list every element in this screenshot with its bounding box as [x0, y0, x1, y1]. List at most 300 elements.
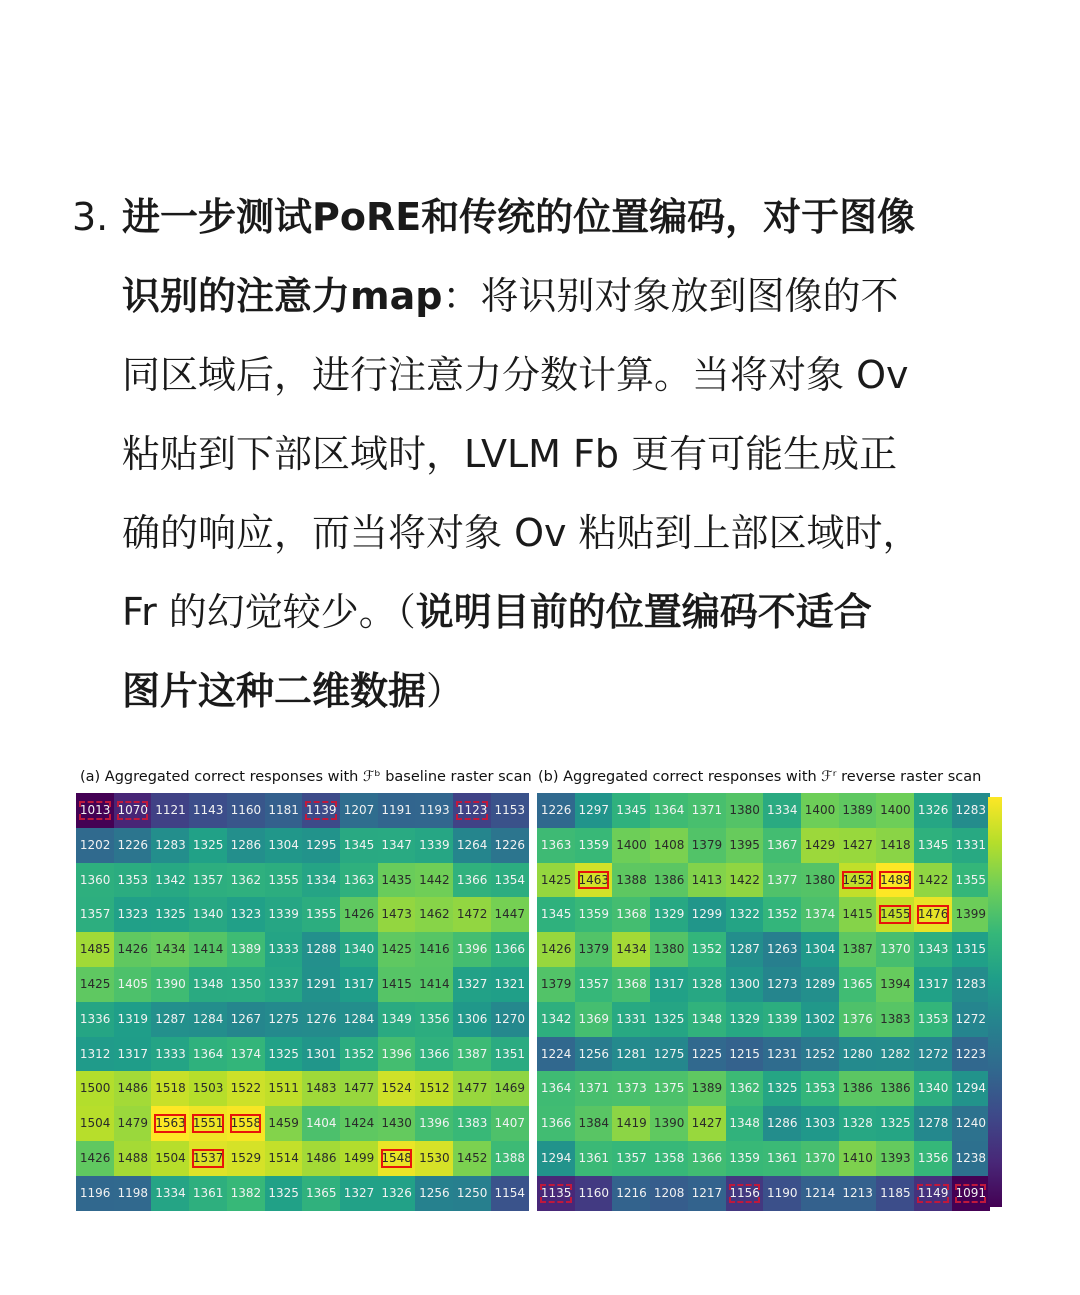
heatmap-cell: 1304: [801, 932, 839, 967]
caption-a: (a) Aggregated correct responses with ℱᵇ baseline raster scan: [80, 769, 532, 785]
heatmap-cell: 1304: [265, 828, 303, 863]
heatmap-cell: 1379: [688, 828, 726, 863]
heatmap-cell: 1452: [453, 1141, 491, 1176]
heatmap-cell: 1350: [227, 967, 265, 1002]
heatmap-cell: 1217: [688, 1176, 726, 1211]
heatmap-cell: 1349: [378, 1002, 416, 1037]
heatmap-cell: 1415: [839, 897, 877, 932]
heatmap-cell: 1512: [415, 1071, 453, 1106]
heatmap-cell: 1337: [265, 967, 303, 1002]
heatmap-cell: 1414: [189, 932, 227, 967]
heatmap-cell: 1191: [378, 793, 416, 828]
heatmap-cell: 1272: [952, 1002, 990, 1037]
heatmap-cell: 1153: [491, 793, 529, 828]
heatmap-cell: 1334: [151, 1176, 189, 1211]
heatmap-cell: 1548: [378, 1141, 416, 1176]
heatmap-cell: 1500: [76, 1071, 114, 1106]
heatmap-cell: 1363: [537, 828, 575, 863]
heatmap-cell: 1524: [378, 1071, 416, 1106]
heatmap-cell: 1425: [378, 932, 416, 967]
heatmap-cell: 1373: [612, 1071, 650, 1106]
heatmap-cell: 1489: [876, 863, 914, 898]
heatmap-cell: 1504: [151, 1141, 189, 1176]
heatmap-cell: 1430: [378, 1106, 416, 1141]
heatmap-cell: 1393: [876, 1141, 914, 1176]
caption-b: (b) Aggregated correct responses with ℱʳ reverse raster scan: [538, 769, 982, 785]
heatmap-cell: 1361: [189, 1176, 227, 1211]
heatmap-cell: 1329: [650, 897, 688, 932]
heatmap-cell: 1388: [491, 1141, 529, 1176]
heatmap-cell: 1361: [763, 1141, 801, 1176]
heatmap-cell: 1529: [227, 1141, 265, 1176]
heatmap-cell: 1278: [914, 1106, 952, 1141]
heatmap-cell: 1486: [302, 1141, 340, 1176]
heatmap-cell: 1343: [914, 932, 952, 967]
heatmap-cell: 1295: [302, 828, 340, 863]
heatmap-cell: 1380: [726, 793, 764, 828]
heatmap-cell: 1477: [453, 1071, 491, 1106]
heatmap-panel-a: [76, 793, 531, 1211]
heatmap-cell: 1322: [726, 897, 764, 932]
heatmap-cell: 1357: [76, 897, 114, 932]
heatmap-cell: 1359: [575, 897, 613, 932]
heatmap-cell: 1355: [952, 863, 990, 898]
heatmap-cell: 1225: [688, 1037, 726, 1072]
heatmap-cell: 1240: [952, 1106, 990, 1141]
heatmap-cell: 1395: [726, 828, 764, 863]
heatmap-cell: 1361: [575, 1141, 613, 1176]
heatmap-cell: 1315: [952, 932, 990, 967]
heatmap-cell: 1434: [151, 932, 189, 967]
heatmap-cell: 1283: [151, 828, 189, 863]
heatmap-cell: 1208: [650, 1176, 688, 1211]
heatmap-cell: 1426: [114, 932, 152, 967]
paragraph-line: [122, 336, 1012, 415]
heatmap-cell: 1499: [340, 1141, 378, 1176]
bold-text: 识别的注意力map: [122, 274, 443, 318]
heatmap-cell: 1352: [340, 1037, 378, 1072]
heatmap-cell: 1328: [839, 1106, 877, 1141]
heatmap-cell: 1396: [415, 1106, 453, 1141]
heatmap-cell: 1363: [340, 863, 378, 898]
heatmap-cell: 1321: [491, 967, 529, 1002]
heatmap-cell: 1389: [688, 1071, 726, 1106]
heatmap-cell: 1362: [227, 863, 265, 898]
heatmap-cell: 1275: [265, 1002, 303, 1037]
heatmap-cell: 1367: [763, 828, 801, 863]
heatmap-cell: 1386: [876, 1071, 914, 1106]
heatmap-cell: 1339: [415, 828, 453, 863]
heatmap-cell: 1238: [952, 1141, 990, 1176]
heatmap-cell: 1364: [650, 793, 688, 828]
heatmap-cell: 1345: [914, 828, 952, 863]
heatmap-cell: 1371: [688, 793, 726, 828]
heatmap-cell: 1366: [491, 932, 529, 967]
heatmap-cell: 1463: [575, 863, 613, 898]
bold-text: 说明目前的位置编码不适合: [415, 590, 872, 634]
heatmap-cell: 1193: [415, 793, 453, 828]
heatmap-cell: 1386: [650, 863, 688, 898]
heatmap-cell: 1442: [415, 863, 453, 898]
heatmap-cell: 1223: [952, 1037, 990, 1072]
heatmap-cell: 1306: [453, 1002, 491, 1037]
heatmap-cell: 1340: [340, 932, 378, 967]
heatmap-cell: 1091: [952, 1176, 990, 1211]
heatmap-cell: 1558: [227, 1106, 265, 1141]
heatmap-cell: 1143: [189, 793, 227, 828]
text-run: Fr 的幻觉较少。（: [122, 590, 416, 634]
heatmap-cell: 1462: [415, 897, 453, 932]
heatmap-cell: 1226: [491, 828, 529, 863]
text-run: ）: [426, 669, 465, 713]
heatmap-cell: 1522: [227, 1071, 265, 1106]
heatmap-cell: 1282: [876, 1037, 914, 1072]
heatmap-cell: 1198: [114, 1176, 152, 1211]
heatmap-cell: 1156: [726, 1176, 764, 1211]
heatmap-cell: 1280: [839, 1037, 877, 1072]
heatmap-cell: 1418: [876, 828, 914, 863]
heatmap-cell: 1357: [612, 1141, 650, 1176]
heatmap-cell: 1325: [876, 1106, 914, 1141]
paragraph-lines: [122, 178, 1012, 731]
paragraph-line: [122, 257, 1012, 336]
list-number: 3.: [72, 195, 109, 239]
heatmap-cell: 1291: [302, 967, 340, 1002]
heatmap-cell: 1357: [575, 967, 613, 1002]
heatmap-cell: 1404: [302, 1106, 340, 1141]
heatmap-cell: 1380: [650, 932, 688, 967]
heatmap-cell: 1380: [801, 863, 839, 898]
heatmap-cell: 1427: [839, 828, 877, 863]
heatmap-cell: 1303: [801, 1106, 839, 1141]
bold-text: 图片这种二维数据: [122, 669, 427, 713]
heatmap-cell: 1317: [914, 967, 952, 1002]
heatmap-cell: 1348: [726, 1106, 764, 1141]
heatmap-cell: 1013: [76, 793, 114, 828]
heatmap-cell: 1275: [650, 1037, 688, 1072]
heatmap-cell: 1226: [114, 828, 152, 863]
heatmap-cell: 1345: [340, 828, 378, 863]
heatmap-cell: 1340: [914, 1071, 952, 1106]
heatmap-cell: 1348: [189, 967, 227, 1002]
heatmap-cell: 1226: [537, 793, 575, 828]
heatmap-cell: 1452: [839, 863, 877, 898]
heatmap-cell: 1358: [650, 1141, 688, 1176]
heatmap-cell: 1250: [453, 1176, 491, 1211]
heatmap-cell: 1479: [114, 1106, 152, 1141]
bold-text: 进一步测试PoRE和传统的位置编码，对于图像: [122, 195, 916, 239]
heatmap-cell: 1394: [876, 967, 914, 1002]
heatmap-cell: 1473: [378, 897, 416, 932]
heatmap-cell: 1472: [453, 897, 491, 932]
heatmap-cell: 1563: [151, 1106, 189, 1141]
colorbar: [988, 797, 1002, 1207]
heatmap-cell: 1368: [612, 897, 650, 932]
heatmap-cell: 1469: [491, 1071, 529, 1106]
heatmap-cell: 1154: [491, 1176, 529, 1211]
heatmap-cell: 1375: [650, 1071, 688, 1106]
heatmap-cell: 1386: [839, 1071, 877, 1106]
heatmap-cell: 1070: [114, 793, 152, 828]
text-run: 确的响应，而当将对象 Ov 粘贴到上部区域时，: [122, 511, 921, 555]
heatmap-cell: 1366: [453, 863, 491, 898]
heatmap-cell: 1302: [801, 1002, 839, 1037]
heatmap-cell: 1379: [575, 932, 613, 967]
heatmap-cell: 1387: [839, 932, 877, 967]
heatmap-cell: 1514: [265, 1141, 303, 1176]
text-run: 粘贴到下部区域时，LVLM Fb 更有可能生成正: [122, 432, 898, 476]
heatmap-cell: 1422: [726, 863, 764, 898]
heatmap-cell: 1325: [265, 1037, 303, 1072]
heatmap-cell: 1190: [763, 1176, 801, 1211]
heatmap-cell: 1408: [650, 828, 688, 863]
heatmap-cell: 1390: [650, 1106, 688, 1141]
heatmap-cell: 1325: [265, 1176, 303, 1211]
heatmap-cell: 1347: [378, 828, 416, 863]
heatmap-cell: 1213: [839, 1176, 877, 1211]
heatmap-cell: 1202: [76, 828, 114, 863]
heatmap-cell: 1483: [302, 1071, 340, 1106]
heatmap-cell: 1300: [726, 967, 764, 1002]
heatmap-cell: 1477: [340, 1071, 378, 1106]
heatmap-cell: 1390: [151, 967, 189, 1002]
heatmap-cell: 1396: [378, 1037, 416, 1072]
heatmap-cell: 1422: [914, 863, 952, 898]
heatmap-cell: 1252: [801, 1037, 839, 1072]
heatmap-cell: 1360: [76, 863, 114, 898]
heatmap-cell: 1325: [763, 1071, 801, 1106]
heatmap-cell: 1426: [340, 897, 378, 932]
heatmap-cell: 1414: [415, 967, 453, 1002]
heatmap-cell: 1503: [189, 1071, 227, 1106]
heatmap-cell: 1425: [537, 863, 575, 898]
heatmap-cell: 1400: [612, 828, 650, 863]
heatmap-cell: 1355: [265, 863, 303, 898]
heatmap-cell: 1214: [801, 1176, 839, 1211]
heatmap-cell: 1334: [302, 863, 340, 898]
heatmap-cell: 1370: [876, 932, 914, 967]
heatmap-cell: 1121: [151, 793, 189, 828]
heatmap-cell: 1447: [491, 897, 529, 932]
heatmap-cell: 1331: [952, 828, 990, 863]
heatmap-cell: 1329: [726, 1002, 764, 1037]
paragraph-line: [122, 178, 1012, 257]
heatmap-cell: 1389: [839, 793, 877, 828]
heatmap-cell: 1323: [114, 897, 152, 932]
heatmap-cell: 1270: [491, 1002, 529, 1037]
heatmap-cell: 1383: [453, 1106, 491, 1141]
heatmap-cell: 1530: [415, 1141, 453, 1176]
heatmap-cell: 1287: [726, 932, 764, 967]
heatmap-cell: 1427: [688, 1106, 726, 1141]
heatmap-cell: 1352: [763, 897, 801, 932]
heatmap-cell: 1299: [688, 897, 726, 932]
heatmap-cell: 1384: [575, 1106, 613, 1141]
paragraph-line: [122, 494, 1012, 573]
heatmap-cell: 1331: [612, 1002, 650, 1037]
heatmap-cell: 1325: [151, 897, 189, 932]
heatmap-cell: 1327: [453, 967, 491, 1002]
heatmap-cell: 1426: [537, 932, 575, 967]
heatmap-cell: 1353: [914, 1002, 952, 1037]
heatmap-cell: 1353: [114, 863, 152, 898]
heatmap-cell: 1407: [491, 1106, 529, 1141]
heatmap-cell: 1297: [575, 793, 613, 828]
heatmap-cell: 1283: [952, 967, 990, 1002]
heatmap-cell: 1287: [151, 1002, 189, 1037]
heatmap-cell: 1317: [340, 967, 378, 1002]
heatmap-cell: 1276: [302, 1002, 340, 1037]
heatmap-cell: 1355: [302, 897, 340, 932]
heatmap-cell: 1267: [227, 1002, 265, 1037]
heatmap-cell: 1264: [453, 828, 491, 863]
heatmap-cell: 1365: [839, 967, 877, 1002]
heatmap-cell: 1413: [688, 863, 726, 898]
heatmap-cell: 1333: [151, 1037, 189, 1072]
heatmap-cell: 1488: [114, 1141, 152, 1176]
heatmap-cell: 1371: [575, 1071, 613, 1106]
heatmap-cell: 1348: [688, 1002, 726, 1037]
paragraph-line: [122, 652, 1012, 731]
heatmap-cell: 1196: [76, 1176, 114, 1211]
heatmap-cell: 1340: [189, 897, 227, 932]
heatmap-cell: 1334: [763, 793, 801, 828]
heatmap-cell: 1425: [76, 967, 114, 1002]
heatmap-cell: 1366: [688, 1141, 726, 1176]
heatmap-cell: 1149: [914, 1176, 952, 1211]
heatmap-cell: 1359: [575, 828, 613, 863]
heatmap-cell: 1359: [726, 1141, 764, 1176]
heatmap-cell: 1352: [688, 932, 726, 967]
heatmap-cell: 1256: [415, 1176, 453, 1211]
heatmap-cell: 1326: [378, 1176, 416, 1211]
heatmap-cell: 1518: [151, 1071, 189, 1106]
heatmap-cell: 1370: [801, 1141, 839, 1176]
heatmap-cell: 1185: [876, 1176, 914, 1211]
heatmap-cell: 1387: [453, 1037, 491, 1072]
heatmap-cell: 1356: [914, 1141, 952, 1176]
heatmap-figure: [68, 763, 1013, 1211]
heatmap-cell: 1357: [189, 863, 227, 898]
heatmap-cell: 1365: [302, 1176, 340, 1211]
heatmap-cell: 1476: [914, 897, 952, 932]
heatmap-cell: 1326: [914, 793, 952, 828]
text-run: 同区域后，进行注意力分数计算。当将对象 Ov: [122, 353, 909, 397]
heatmap-cell: 1434: [612, 932, 650, 967]
heatmap-cell: 1325: [650, 1002, 688, 1037]
heatmap-cell: 1284: [340, 1002, 378, 1037]
heatmap-cell: 1263: [763, 932, 801, 967]
heatmap-cell: 1281: [612, 1037, 650, 1072]
heatmap-cell: 1383: [876, 1002, 914, 1037]
heatmap-cell: 1301: [302, 1037, 340, 1072]
heatmap-cell: 1551: [189, 1106, 227, 1141]
text-run: ：将识别对象放到图像的不: [442, 274, 899, 318]
heatmap-cell: 1354: [491, 863, 529, 898]
heatmap-cell: 1323: [227, 897, 265, 932]
heatmap-cell: 1382: [227, 1176, 265, 1211]
heatmap-cell: 1339: [265, 897, 303, 932]
heatmap-cell: 1284: [189, 1002, 227, 1037]
heatmap-cell: 1231: [763, 1037, 801, 1072]
heatmap-cell: 1364: [189, 1037, 227, 1072]
heatmap-cell: 1485: [76, 932, 114, 967]
heatmap-cell: 1424: [340, 1106, 378, 1141]
heatmap-cell: 1511: [265, 1071, 303, 1106]
heatmap-cell: 1416: [415, 932, 453, 967]
heatmap-cell: 1342: [151, 863, 189, 898]
heatmap-cell: 1294: [537, 1141, 575, 1176]
heatmap-cell: 1328: [688, 967, 726, 1002]
heatmap-cell: 1123: [453, 793, 491, 828]
heatmap-cell: 1345: [537, 897, 575, 932]
heatmap-cell: 1455: [876, 897, 914, 932]
heatmap-cell: 1399: [952, 897, 990, 932]
heatmap-cell: 1288: [302, 932, 340, 967]
heatmap-cell: 1537: [189, 1141, 227, 1176]
heatmap-cell: 1216: [612, 1176, 650, 1211]
heatmap-cell: 1139: [302, 793, 340, 828]
heatmap-cell: 1364: [537, 1071, 575, 1106]
heatmap-cell: 1369: [575, 1002, 613, 1037]
heatmap-cell: 1356: [415, 1002, 453, 1037]
heatmap-cell: 1256: [575, 1037, 613, 1072]
heatmap-cell: 1389: [227, 932, 265, 967]
heatmap-cell: 1379: [537, 967, 575, 1002]
paragraph-line: [122, 415, 1012, 494]
heatmap-cell: 1459: [265, 1106, 303, 1141]
heatmap-cell: 1435: [378, 863, 416, 898]
heatmap-cell: 1410: [839, 1141, 877, 1176]
heatmap-cell: 1286: [227, 828, 265, 863]
heatmap-cell: 1366: [537, 1106, 575, 1141]
heatmap-cell: 1368: [612, 967, 650, 1002]
heatmap-cell: 1396: [453, 932, 491, 967]
heatmap-cell: 1366: [415, 1037, 453, 1072]
heatmap-cell: 1181: [265, 793, 303, 828]
heatmap-cell: 1429: [801, 828, 839, 863]
heatmap-cell: 1400: [801, 793, 839, 828]
heatmap-cell: 1273: [763, 967, 801, 1002]
heatmap-cell: 1333: [265, 932, 303, 967]
heatmap-cell: 1377: [763, 863, 801, 898]
heatmap-cell: 1351: [491, 1037, 529, 1072]
heatmap-cell: 1419: [612, 1106, 650, 1141]
heatmap-cell: 1317: [650, 967, 688, 1002]
heatmap-cell: 1388: [612, 863, 650, 898]
heatmap-cell: 1353: [801, 1071, 839, 1106]
heatmap-cell: 1283: [952, 793, 990, 828]
heatmap-cell: 1415: [378, 967, 416, 1002]
heatmap-cell: 1325: [189, 828, 227, 863]
heatmap-cell: 1294: [952, 1071, 990, 1106]
heatmap-cell: 1215: [726, 1037, 764, 1072]
heatmap-panel-b: [537, 793, 992, 1211]
heatmap-cell: 1362: [726, 1071, 764, 1106]
heatmap-cell: 1504: [76, 1106, 114, 1141]
heatmap-cell: 1342: [537, 1002, 575, 1037]
heatmap-cell: 1224: [537, 1037, 575, 1072]
heatmap-cell: 1376: [839, 1002, 877, 1037]
heatmap-cell: 1312: [76, 1037, 114, 1072]
heatmap-cell: 1272: [914, 1037, 952, 1072]
heatmap-cell: 1400: [876, 793, 914, 828]
heatmap-cell: 1336: [76, 1002, 114, 1037]
heatmap-cell: 1374: [801, 897, 839, 932]
heatmap-cell: 1486: [114, 1071, 152, 1106]
heatmap-cell: 1135: [537, 1176, 575, 1211]
heatmap-cell: 1345: [612, 793, 650, 828]
